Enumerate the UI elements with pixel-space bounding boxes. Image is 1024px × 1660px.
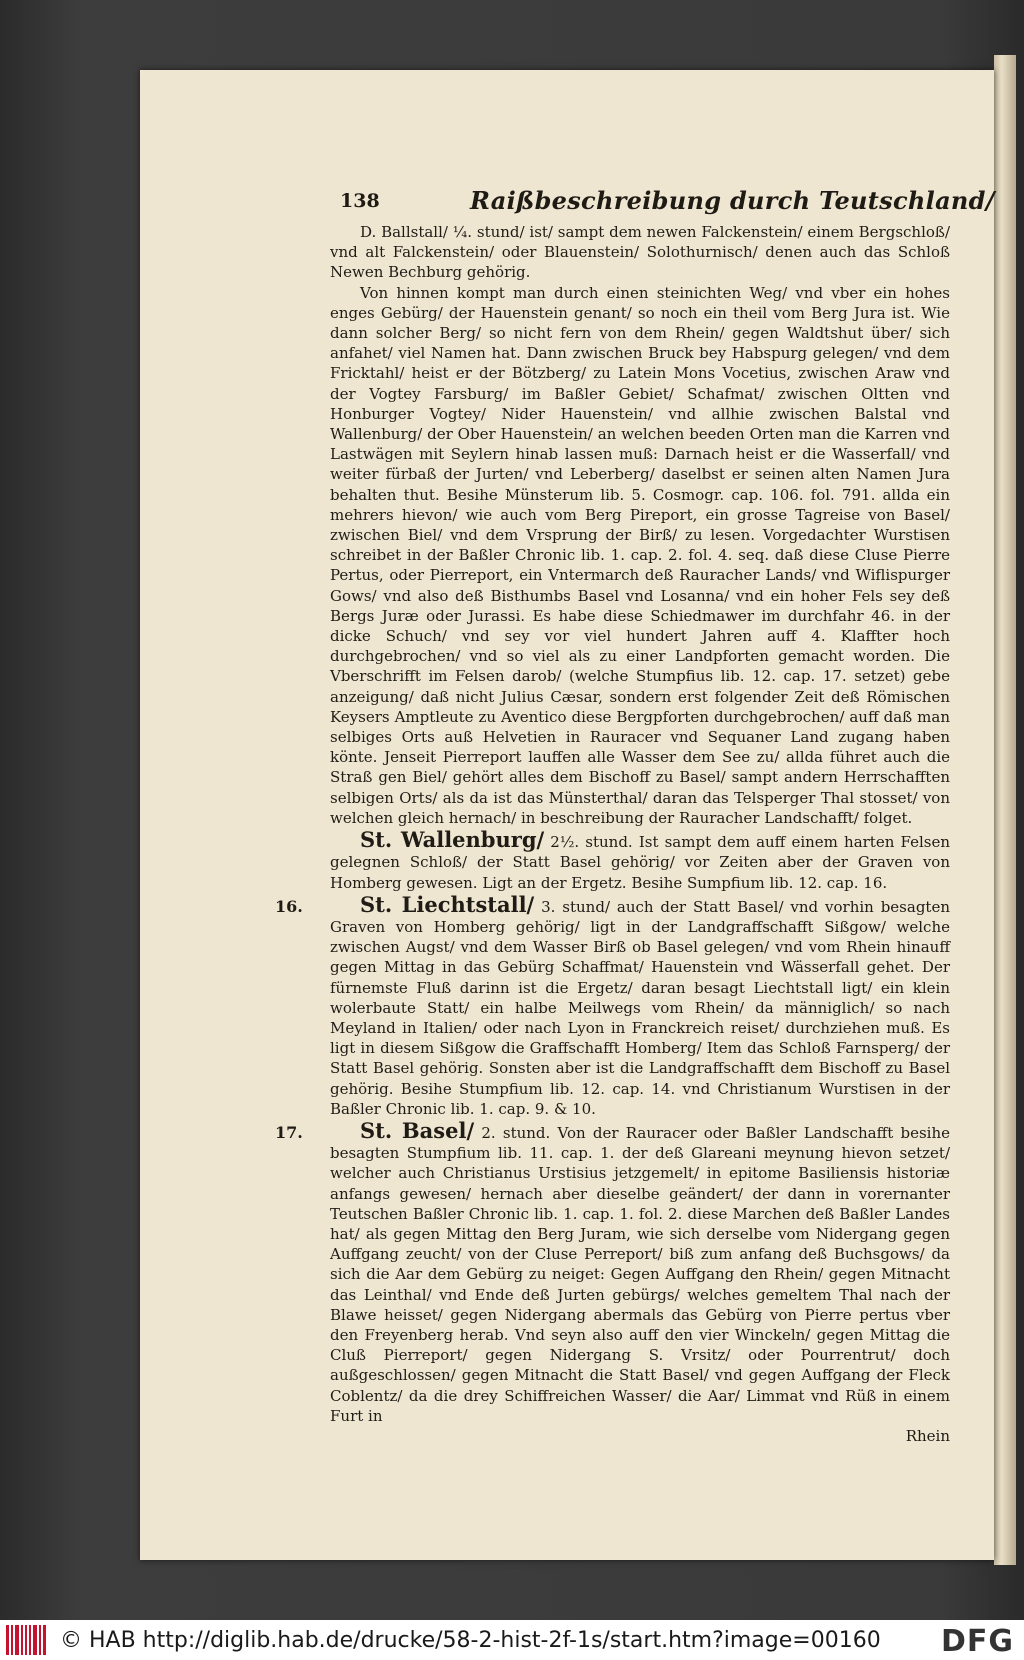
catchword: Rhein bbox=[905, 1426, 950, 1445]
entry-text: 2½. stund. Ist sampt dem auff einem harten Felsen gelegnen Schloß/ der Statt Basel gehörig/ vor Zeiten aber der Graven von Homberg gewesen. Ligt an der Ergetz. Besihe Sumpfium lib. 12. cap. 16. bbox=[330, 833, 950, 892]
page-number: 138 bbox=[340, 190, 380, 212]
entry-heading: St. Basel/ bbox=[360, 1117, 475, 1143]
paragraph: D. Ballstall/ ¼. stund/ ist/ sampt dem newen Falckenstein/ einem Bergschloß/ vnd alt Falckenstein/ oder Blauenstein/ Solothurnisch/ denen auch das Schloß Newen Bechburg gehörig. bbox=[330, 223, 950, 282]
body-text bbox=[275, 222, 950, 1446]
attribution-link[interactable]: © HAB http://diglib.hab.de/drucke/58-2-hist-2f-1s/start.htm?image=00160 bbox=[60, 1627, 881, 1653]
running-title: Raißbeschreibung durch Teutschland/ bbox=[470, 186, 995, 215]
entry-text: 3. stund/ auch der Statt Basel/ vnd vorhin besagten Graven von Homberg gehörig/ ligt in der Landgraffschafft Sißgow/ welche zwischen Augst/ vnd dem Wasser Birß ob Basel gelegen/ vnd vom Rhein hinauff gegen Mittag in das Gebürg Schaffmat/ Hauenstein vnd Wässerfall gehet. Der fürnemste Fluß darinn ist die Ergetz/ daran besagt Liechtstall ligt/ ein klein wolerbaute Statt/ ein halbe Meilwegs vom Rhein/ da männiglich/ so nach Meyland in Italien/ oder nach Lyon in Franckreich reiset/ durchziehen muß. Es ligt in diesem Sißgow die Graffschafft Homberg/ Item das Schloß Farnsperg/ der Statt Basel gehörig. Sonsten aber ist die Landgraffschafft dem Bischoff zu Basel gehörig. Besihe Stumpfium lib. 12. cap. 14. vnd Christianum Wurstisen in der Baßler Chronic lib. 1. cap. 9. & 10. bbox=[330, 897, 950, 1118]
entry-liechtstall bbox=[275, 891, 950, 1119]
entry-wallenburg bbox=[330, 827, 950, 893]
dfg-logo: DFG bbox=[940, 1624, 1014, 1659]
page-stack-edge bbox=[994, 55, 1016, 1565]
page-header bbox=[340, 186, 1000, 215]
margin-number: 17. bbox=[275, 1122, 303, 1142]
margin-number: 16. bbox=[275, 896, 303, 916]
entry-heading: St. Wallenburg/ bbox=[360, 827, 545, 853]
footer-bar bbox=[0, 1620, 1024, 1660]
entry-text: 2. stund. Von der Rauracer oder Baßler Landschafft besihe besagten Stumpfium lib. 11. cap. 1. der deß Glareani meynung hievon setzet/ welcher auch Christianus Urstisius jetzgemelt/ in epitome Basiliensis historiæ anfangs gewesen/ hernach aber dieselbe geändert/ der dann in vorernanter Teutschen Baßler Chronic lib. 1. cap. 1. fol. 2. diese Marchen deß Baßler Landes hat/ als gegen Mittag den Berg Juram, wie sich derselbe vom Nidergang gegen Auffgang zeucht/ von der Cluse Perreport/ biß zum anfang deß Buchsgows/ da sich die Aar dem Gebürg zu neiget: Gegen Auffgang den Rhein/ gegen Mitnacht das Leinthal/ vnd Ende deß Jurten gebürgs/ welches gemeltem Thal nach der Blawe heisset/ gegen Nidergang abermals das Gebürg von Pierre pertus vber den Freyenberg herab. Vnd seyn also auff den vier Winckeln/ gegen Mittag die Cluß Pierreport/ gegen Nidergang S. Vrsitz/ oder Pourrentrut/ doch außgeschlossen/ gegen Mitnacht die Statt Basel/ vnd gegen Auffgang der Fleck Coblentz/ da die drey Schiffreichen Wasser/ die Aar/ Limmat vnd Rüß in einem Furt in bbox=[330, 1123, 950, 1425]
barcode-icon bbox=[6, 1625, 46, 1655]
entry-basel bbox=[275, 1117, 950, 1426]
entry-heading: St. Liechtstall/ bbox=[360, 891, 535, 917]
paragraph: Von hinnen kompt man durch einen steinichten Weg/ vnd vber ein hohes enges Gebürg/ der Hauenstein genant/ so noch ein theil vom Berg Jura ist. Wie dann solcher Berg/ so nicht fern von dem Rhein/ gegen Waldtshut über/ sich anfahet/ viel Namen hat. Dann zwischen Bruck bey Habspurg gelegen/ vnd dem Fricktahl/ heist er der Bötzberg/ zu Latein Mons Vocetius, zwischen Araw vnd der Vogtey Farsburg/ im Baßler Gebiet/ Schafmat/ zwischen Oltten vnd Honburger Vogtey/ Nider Hauenstein/ vnd allhie zwischen Balstal vnd Wallenburg/ der Ober Hauenstein/ an welchen beeden Orten man die Karren vnd Lastwägen mit Seylern hinab lassen muß: Darnach heist er die Wasserfall/ vnd weiter fürbaß der Jurten/ vnd Leberberg/ daselbst er seinen alten Namen Jura behalten thut. Besihe Münsterum lib. 5. Cosmogr. cap. 106. fol. 791. allda ein mehrers hievon/ wie auch vom Berg Pireport, ein grosse Tagreise von Basel/ zwischen Biel/ vnd dem Vrsprung der Birß/ zu lesen. Vorgedachter Wurstisen schreibet in der Baßler Chronic lib. 1. cap. 2. fol. 4. seq. daß diese Cluse Pierre Pertus, oder Pierreport, ein Vntermarch deß Rauracher Lands/ vnd Wiflispurger Gows/ vnd also deß Bisthumbs Basel vnd Losanna/ vnd ein hoher Fels sey deß Bergs Juræ oder Jurassi. Es habe diese Schiedmawer im durchfahr 46. in der dicke Schuch/ vnd sey vor viel hundert Jahren auff 4. Klaffter hoch durchgebrochen/ vnd so viel als zu einer Landpforten gemacht worden. Die Vberschrifft im Felsen darob/ (welche Stumpfius lib. 12. cap. 17. setzet) gebe anzeigung/ daß nicht Julius Cæsar, sondern erst folgender Zeit deß Römischen Keysers Amptleute zu Aventico diese Bergpforten durchgebrochen/ auff daß man selbiges Orts auß Helvetien in Rauracer vnd Sequaner Land zugang haben könte. Jenseit Pierreport lauffen alle Wasser dem See zu/ allda führet auch die Straß gen Biel/ gehört alles dem Bischoff zu Basel/ sampt andern Herrschafften selbigen Orts/ als da ist das Münsterthal/ daran das Telsperger Thal stosset/ von welchen gleich hernach/ in beschreibung der Rauracher Landschafft/ folget. bbox=[330, 283, 950, 827]
